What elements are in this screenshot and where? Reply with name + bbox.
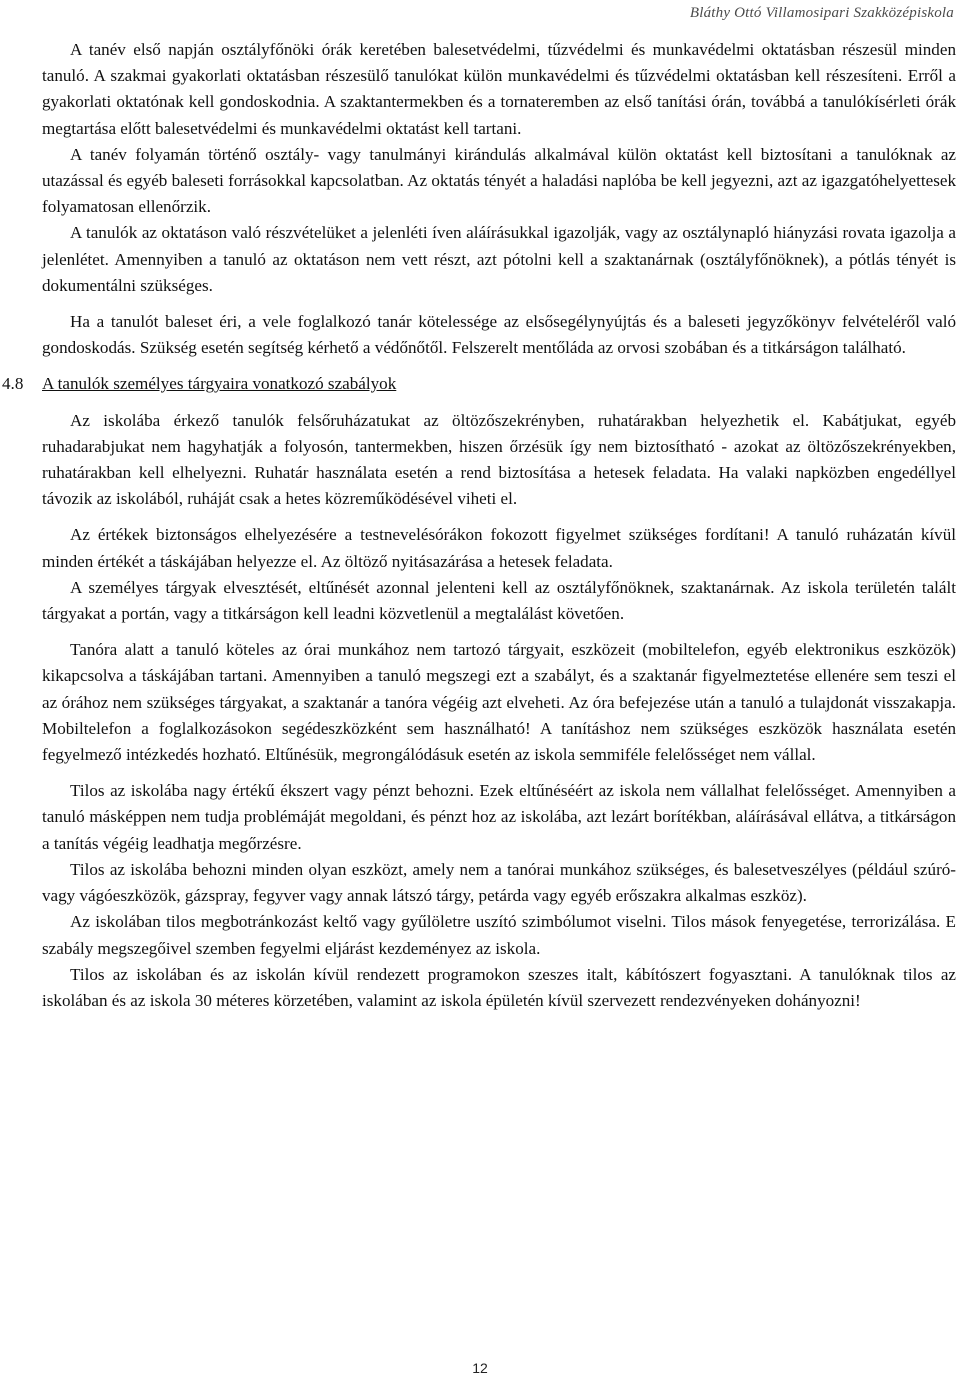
paragraph-excursion-training: A tanév folyamán történő osztály- vagy tanulmányi kirándulás alkalmával külön oktatást kell biztosítani a tanulóknak az utazással és egyéb baleseti forrásokkal kapcsolatban. Az oktatás tényét a haladási naplóba be kell jegyezni, azt az igazgatóhelyettesek folyamatosan ellenőrzik. (42, 144, 956, 217)
paragraph-alcohol-smoking: Tilos az iskolában és az iskolán kívül rendezett programokon szeszes italt, kábítószert fogyasztani. A tanulóknak tilos az iskolában és az iskola 30 méteres körzetében, valamint az iskola épületén kívül szervezett rendezvényeken dohányozni! (42, 964, 956, 1010)
paragraph-clothing: Az iskolába érkező tanulók felsőruházatukat az öltözőszekrényben, ruhatárakban helyezhetik el. Kabátjukat, egyéb ruhadarabjukat nem hagyhatják a folyosón, tantermekben, hiszen őrzésük így nem biztosítható - azokat az öltözőszekrényekben, ruhatárakban kell elhelyezni. Ruhatár használata esetén a rend biztosítása a hetesek feladata. Ha valaki napközben engedéllyel távozik az iskolából, ruháját csak a hetes közreműködésével viheti el. (42, 410, 956, 509)
paragraph-safety-training: A tanév első napján osztályfőnöki órák keretében balesetvédelmi, tűzvédelmi és munkavédelmi oktatásban részesül minden tanuló. A szakmai gyakorlati oktatásban részesülő tanulókat külön munkavédelmi és tűzvédelmi oktatásban kell részesíteni. Erről a gyakorlati oktatónak kell gondoskodnia. A szaktantermekben és a tornateremben az első tanítási órán, továbbá a tanulókísérleti órák megtartása előtt balesetvédelmi és munkavédelmi oktatást kell tartani. (42, 40, 956, 138)
paragraph-lost-items: A személyes tárgyak elvesztését, eltűnését azonnal jelenteni kell az osztályfőnöknek, szaktanárnak. Az iskola területén talált tárgyakat a portán, vagy a titkárságon kell leadni közvetlenül a megtalálást követően. (42, 577, 956, 624)
paragraph-dangerous-items: Tilos az iskolába behozni minden olyan eszközt, amely nem a tanórai munkához szükséges, és balesetveszélyes (például szúró- vagy vágóeszközök, gázspray, fegyver vagy annak látszó tárgy, petárda vagy egyéb erőszakra alkalmas eszköz). (42, 859, 956, 906)
section-heading (2, 371, 956, 397)
section-title: A tanulók személyes tárgyaira vonatkozó szabályok (42, 374, 397, 394)
paragraph-symbols: Az iskolában tilos megbotránkozást keltő vagy gyűlöletre uszító szimbólumot viselni. Tilos mások fenyegetése, terrorizálása. E szabály megszegőivel szemben fegyelmi eljárást kezdeményez az iskola. (42, 912, 956, 958)
page-header: Bláthy Ottó Villamosipari Szakközépiskola (689, 5, 954, 21)
page-number: 12 (472, 1360, 488, 1376)
paragraph-valuables: Az értékek biztonságos elhelyezésére a testnevelésórákon fokozott figyelmet szükséges fordítani! A tanuló ruházatán kívül minden értékét a táskájában helyezze el. Az öltöző nyitásazárása a hetesek feladata. (42, 525, 956, 571)
paragraph-devices: Tanóra alatt a tanuló köteles az órai munkához nem tartozó tárgyait, eszközeit (mobiltelefon, egyéb elektronikus eszközök) kikapcsolva a táskájában tartani. Amennyiben a tanuló megszegi ezt a szabályt, és a szaktanár figyelmeztetése ellenére sem teszi el az órához nem szükséges tárgyakat, a szaktanár a tanóra végéig azt elveheti. Az óra befejezése után a tanuló a tulajdonát visszakapja. Mobiltelefon a foglalkozásokon segédeszközként sem használható! A tanításhoz nem szükséges eszközök használata esetén fegyelmező intézkedés hozható. Eltűnésük, megrongálódásuk esetén az iskola semmiféle felelősséget nem vállal. (42, 640, 956, 765)
document-body (2, 37, 956, 1014)
section-number: 4.8 (2, 374, 24, 394)
paragraph-accident: Ha a tanulót baleset éri, a vele foglalkozó tanár kötelessége az elsősegélynyújtás és a baleseti jegyzőkönyv felvételéről való gondoskodás. Szükség esetén segítség kérhető a védőnőtől. Felszerelt mentőláda az orvosi szobában és a titkárságon található. (42, 312, 956, 358)
paragraph-jewelry-money: Tilos az iskolába nagy értékű ékszert vagy pénzt behozni. Ezek eltűnéséért az iskola nem vállalhat felelősséget. Amennyiben a tanuló másképpen nem tudja problémáját megoldani, és pénzt hoz az iskolába, azt lezárt borítékban, aláírásával ellátva, a titkárságon a tanítás végéig leadhatja megőrzésre. (42, 781, 956, 853)
paragraph-attendance: A tanulók az oktatáson való részvételüket a jelenléti íven aláírásukkal igazolják, vagy az osztálynapló hiányzási rovata igazolja a jelenlétet. Amennyiben a tanuló az oktatáson nem vett részt, azt pótolni kell a szaktanárnak (osztályfőnöknek), a pótlás tényét is dokumentálni szükséges. (42, 223, 956, 295)
